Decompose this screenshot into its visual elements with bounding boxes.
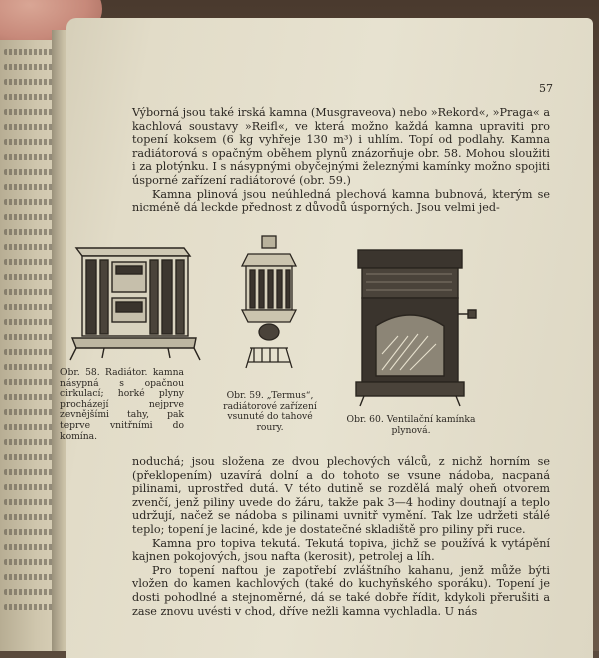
caption-figure-60: Obr. 60. Ventilační kamínka plynová.	[346, 414, 476, 436]
left-page-edge	[0, 40, 60, 651]
caption-figure-58: Obr. 58. Radiátor. kamna násypná s opačnou cirkulací; horké plyny procházejí nejprve zevnějšími tahy, pak teprve vnitřními do komína.	[60, 367, 184, 442]
bottom-text	[132, 455, 550, 618]
paragraph-intro: Výborná jsou také irská kamna (Musgraveova) nebo »Rekord«, »Praga« a kachlová soustavy »Reifl«, ve která možno každá kamna upraviti pro topení koksem (6 kg vyhřeje 130 m³) i uhlím. Topí od podlahy. Kamna radiátorová s opačným oběhem plynů znázorňuje obr. 58. Mohou sloužiti i za plotýnku. I s násypnými obyčejnými železnými kamínky možno spojiti úsporné zařízení radiátorové (obr. 59.)	[132, 106, 550, 187]
figure-59-termus	[230, 232, 310, 372]
paragraph-kamna-tekuta: Kamna pro topiva tekutá. Tekutá topiva, jichž se používá k vytápění kajnen pokojových, jsou nafta (kerosit), petrolej a líh.	[132, 536, 550, 564]
caption-figure-59: Obr. 59. „Termus“, radiátorové zařízení vsunuté do tahové roury.	[223, 390, 317, 433]
paragraph-nafta: Pro topení naftou je zapotřebí zvláštního kahanu, jenž může býti vložen do kamen kachlových (také do kuchyňského sporáku). Topení je dosti pohodlné a stejnoměrné, dá se také dobře řídit, kdykoli přerušiti a zase znovu uvésti v chod, dříve nežli kamna vychladla. U nás	[132, 563, 550, 618]
page-number: 57	[539, 82, 553, 95]
figure-60-ventilating-stove	[352, 244, 482, 410]
book-page	[60, 18, 593, 658]
paragraph-noduchá: noduchá; jsou složena ze dvou plechových válců, z nichž horním se (překlopením) uzavírá dolní a do tohoto se vsune nádoba, nacpaná pilinami, uprostřed dutá. V této dutině se rozdělá malý oheň otvorem zvenčí, jenž piliny uvede do žáru, takže pak 3—4 hodiny doutnají a teplo udržují, načež se nádoba s pilinami uvnitř vymění. Tak lze udržeti stálé teplo; topení je laciné, kde je dostatečné skladiště pro piliny při ruce.	[132, 455, 550, 536]
figure-58-radiator-stove	[64, 238, 206, 364]
top-text	[132, 106, 550, 215]
paragraph-kamna-pilinova: Kamna plinová jsou neúhledná plechová kamna bubnová, kterým se nicméně dá leckde přednost z důvodů úsporných. Jsou velmi jed-	[132, 187, 550, 215]
